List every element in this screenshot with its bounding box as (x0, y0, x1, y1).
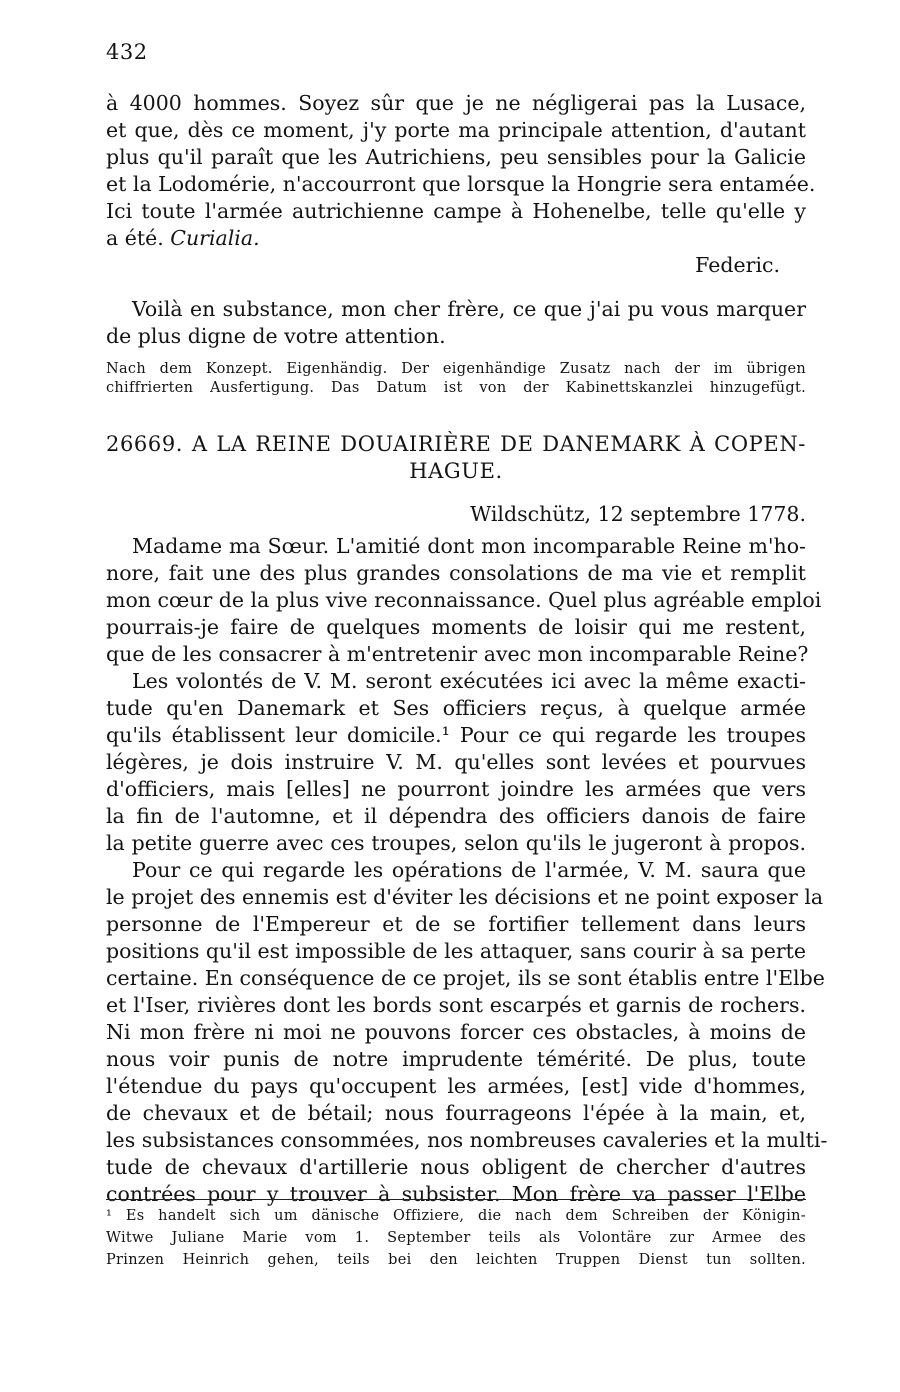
letter-heading (106, 431, 806, 485)
signature: Federic. (695, 253, 780, 277)
text-line: à 4000 hommes. Soyez sûr que je ne négligerai pas la Lusace, (106, 91, 806, 115)
footnote-line: ¹ Es handelt sich um dänische Offiziere, die nach dem Schreiben der Königin- (106, 1208, 806, 1224)
text-line: pourrais-je faire de quelques moments de loisir qui me restent, (106, 615, 806, 639)
text-line: Les volontés de V. M. seront exécutées ici avec la même exacti- (132, 669, 806, 693)
text-italic: Curialia. (170, 226, 260, 250)
text-line: tude qu'en Danemark et Ses officiers reçus, à quelque armée (106, 696, 806, 720)
dateline-text: Wildschütz, 12 septembre 1778. (470, 502, 806, 526)
text-line: Ni mon frère ni moi ne pouvons forcer ces obstacles, à moins de (106, 1020, 806, 1044)
text-line: Nach dem Konzept. Eigenhändig. Der eigenhändige Zusatz nach der im übrigen (106, 361, 806, 377)
text-line: Ici toute l'armée autrichienne campe à Hohenelbe, telle qu'elle y (106, 199, 806, 223)
text-line: personne de l'Empereur et de se fortifier tellement dans leurs (106, 912, 806, 936)
text-line: de chevaux et de bétail; nous fourrageons l'épée à la main, et, (106, 1101, 806, 1125)
page-number: 432 (106, 40, 148, 64)
letter-body (106, 533, 828, 1208)
source-note (106, 360, 806, 398)
text-line: plus qu'il paraît que les Autrichiens, peu sensibles pour la Galicie (106, 145, 806, 169)
text-line: positions qu'il est impossible de les attaquer, sans courir à sa perte (106, 939, 806, 963)
heading-line: 26669. A LA REINE DOUAIRIÈRE DE DANEMARK À COPEN- (106, 432, 806, 456)
text-line (106, 225, 806, 252)
footnote-line: Prinzen Heinrich gehen, teils bei den leichten Truppen Dienst tun sollten. (106, 1252, 806, 1268)
text-line: et l'Iser, rivières dont les bords sont escarpés et garnis de rochers. (106, 993, 806, 1017)
text-line: Voilà en substance, mon cher frère, ce que j'ai pu vous marquer (132, 297, 806, 321)
text-line: la petite guerre avec ces troupes, selon qu'ils le jugeront à propos. (106, 831, 806, 855)
text-line: contrées pour y trouver à subsister. Mon frère va passer l'Elbe (106, 1182, 806, 1206)
text-line: Madame ma Sœur. L'amitié dont mon incomparable Reine m'ho- (132, 534, 806, 558)
text-line: d'officiers, mais [elles] ne pourront joindre les armées que vers (106, 777, 806, 801)
text-plain: a été. (106, 226, 171, 250)
previous-letter-ending (106, 90, 816, 279)
footnote-divider (106, 1199, 806, 1200)
text-line: certaine. En conséquence de ce projet, ils se sont établis entre l'Elbe (106, 966, 825, 990)
text-line: que de les consacrer à m'entretenir avec mon incomparable Reine? (106, 642, 809, 666)
text-line: qu'ils établissent leur domicile.¹ Pour ce qui regarde les troupes (106, 723, 806, 747)
text-line: l'étendue du pays qu'occupent les armées, [est] vide d'hommes, (106, 1074, 806, 1098)
text-line: de plus digne de votre attention. (106, 324, 446, 348)
text-line: et la Lodomérie, n'accourront que lorsque la Hongrie sera entamée. (106, 172, 816, 196)
dateline (106, 501, 806, 528)
text-line: le projet des ennemis est d'éviter les décisions et ne point exposer la (106, 885, 824, 909)
text-line: Pour ce qui regarde les opérations de l'armée, V. M. saura que (132, 858, 806, 882)
postscript (106, 296, 806, 350)
text-line: mon cœur de la plus vive reconnaissance. Quel plus agréable emploi (106, 588, 822, 612)
text-line: tude de chevaux d'artillerie nous obligent de chercher d'autres (106, 1155, 806, 1179)
footnotes (106, 1205, 806, 1271)
text-line: chiffrierten Ausfertigung. Das Datum ist von der Kabinettskanzlei hinzugefügt. (106, 380, 806, 396)
footnote-line: Witwe Juliane Marie vom 1. September teils als Volontäre zur Armee des (106, 1230, 806, 1246)
text-line: et que, dès ce moment, j'y porte ma principale attention, d'autant (106, 118, 806, 142)
heading-line: HAGUE. (409, 459, 503, 483)
text-line: la fin de l'automne, et il dépendra des officiers danois de faire (106, 804, 806, 828)
text-line: nore, fait une des plus grandes consolations de ma vie et remplit (106, 561, 806, 585)
text-line: légères, je dois instruire V. M. qu'elles sont levées et pourvues (106, 750, 806, 774)
text-line: nous voir punis de notre imprudente témérité. De plus, toute (106, 1047, 806, 1071)
text-line: les subsistances consommées, nos nombreuses cavaleries et la multi- (106, 1128, 828, 1152)
